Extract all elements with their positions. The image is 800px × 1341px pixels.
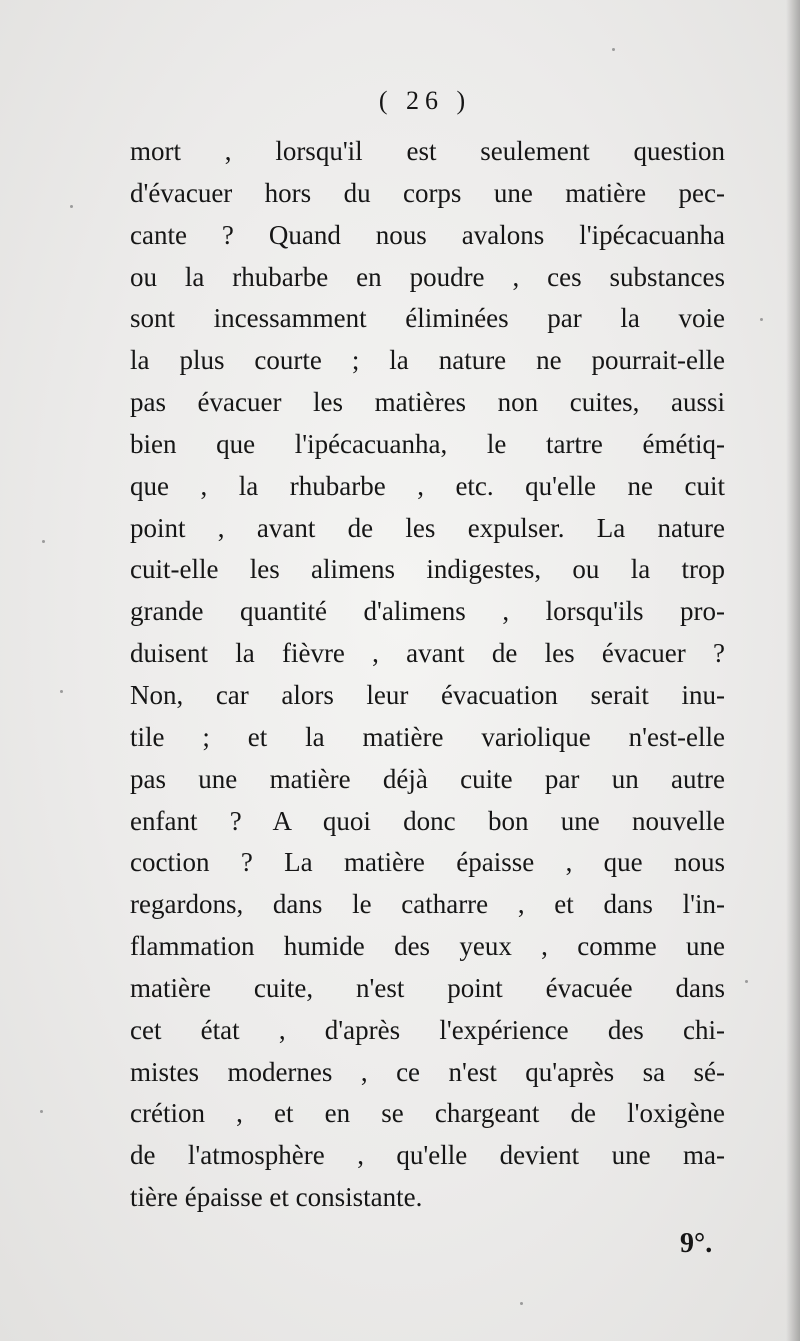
text-line: mort , lorsqu'il est seulement question <box>130 136 725 166</box>
text-line: de l'atmosphère , qu'elle devient une ma- <box>130 1140 725 1171</box>
text-line: pas évacuer les matières non cuites, aussi <box>130 387 725 418</box>
text-line: regardons, dans le catharre , et dans l'in- <box>130 889 725 920</box>
text-line: duisent la fièvre , avant de les évacuer ? <box>130 638 725 669</box>
page-number: ( 26 ) <box>378 86 472 115</box>
text-line: mistes modernes , ce n'est qu'après sa sé- <box>130 1056 725 1087</box>
text-line: cet état , d'après l'expérience des chi- <box>130 1014 725 1045</box>
text-line: grande quantité d'alimens , lorsqu'ils pro- <box>130 596 725 627</box>
catchword: 9°. <box>680 1228 713 1259</box>
text-line: d'évacuer hors du corps une matière pec- <box>130 177 725 208</box>
page-edge-shadow <box>786 0 800 1341</box>
text-line: flammation humide des yeux , comme une <box>130 931 725 962</box>
text-line: pas une matière déjà cuite par un autre <box>130 763 725 794</box>
text-line: tile ; et la matière variolique n'est-elle <box>130 721 725 752</box>
text-line: coction ? La matière épaisse , que nous <box>130 847 725 878</box>
text-line: bien que l'ipécacuanha, le tartre émétiq- <box>130 428 725 459</box>
text-line: matière cuite, n'est point évacuée dans <box>130 972 725 1003</box>
text-line: tière épaisse et consistante. <box>130 1182 423 1213</box>
text-line: ou la rhubarbe en poudre , ces substances <box>130 261 725 292</box>
text-line: que , la rhubarbe , etc. qu'elle ne cuit <box>130 470 725 501</box>
text-line: crétion , et en se chargeant de l'oxigène <box>130 1098 725 1129</box>
text-line: sont incessamment éliminées par la voie <box>130 303 725 334</box>
text-line: enfant ? A quoi donc bon une nouvelle <box>130 805 725 836</box>
text-line: Non, car alors leur évacuation serait inu- <box>130 679 725 710</box>
body-text <box>130 131 725 1219</box>
text-line: cuit-elle les alimens indigestes, ou la trop <box>130 554 725 585</box>
text-line: la plus courte ; la nature ne pourrait-elle <box>130 345 725 376</box>
text-line: point , avant de les expulser. La nature <box>130 512 725 543</box>
text-line: cante ? Quand nous avalons l'ipécacuanha <box>130 219 725 250</box>
